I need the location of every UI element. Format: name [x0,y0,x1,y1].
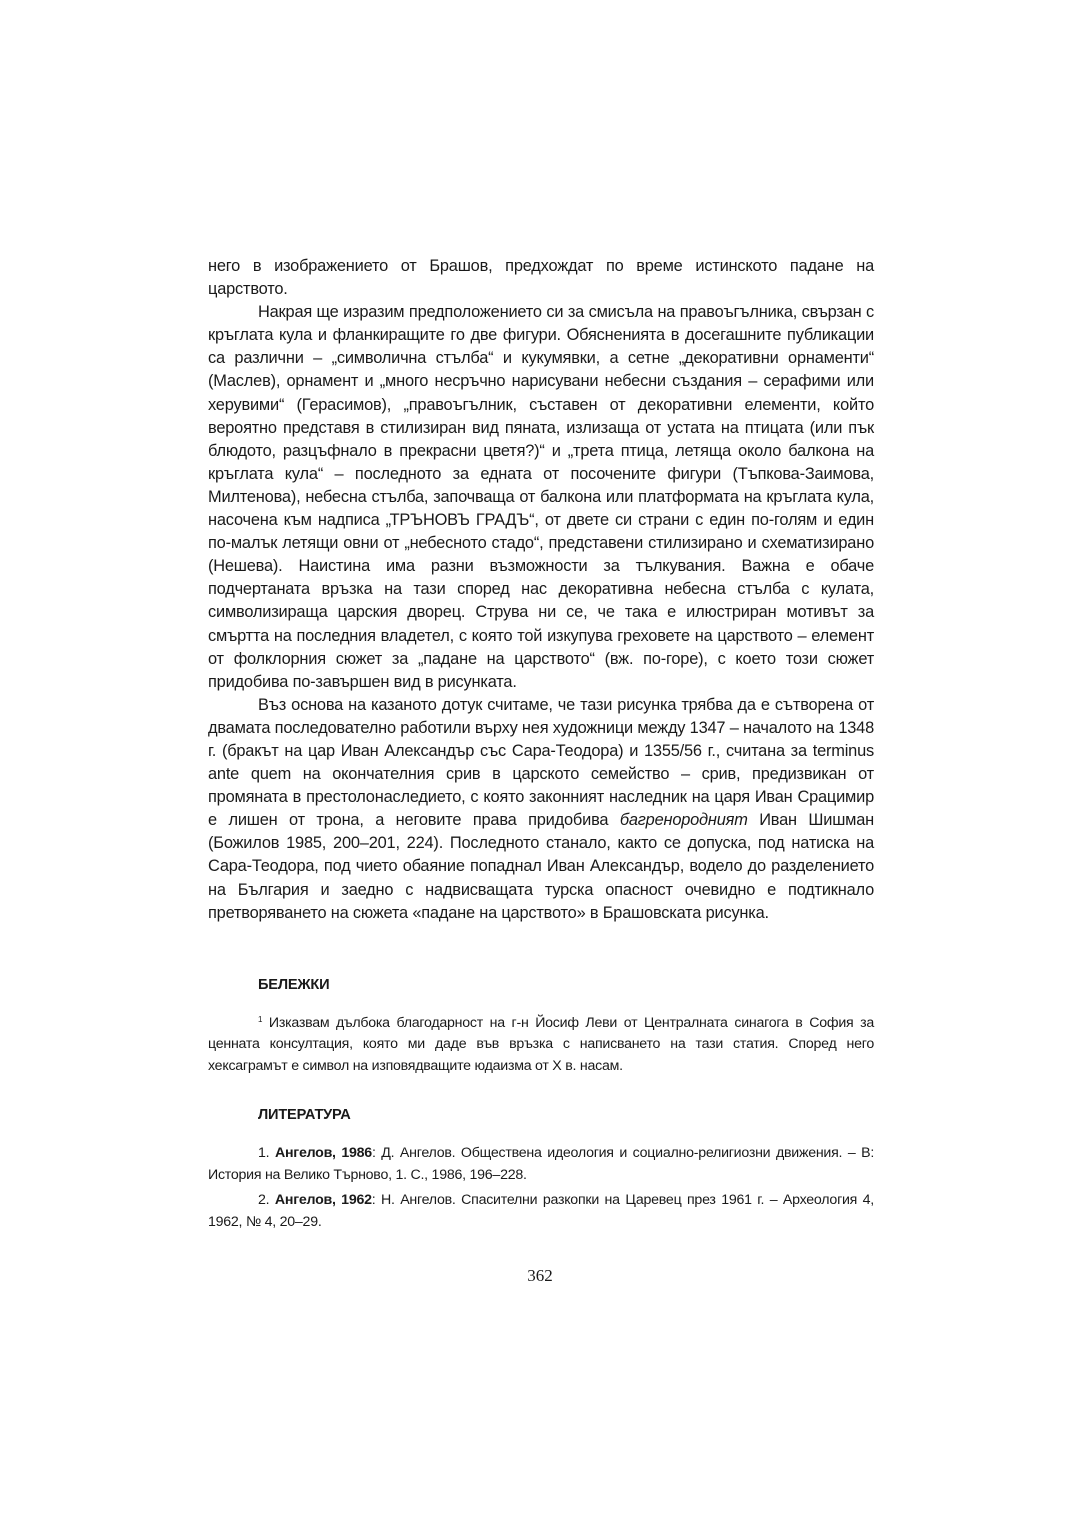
entry-text: : Д. Ангелов. Обществена идеология и социално-религиозни движения. – В: История на Велико Търново, 1. С., 1986, 196–228. [208,1145,875,1183]
notes-heading: БЕЛЕЖКИ [258,976,330,993]
paragraph-3 [208,694,874,925]
paragraph-2: Накрая ще изразим предположението си за смисъла на правоъгълника, свързан с кръглата кула и фланкиращите го две фигури. Обясненията в досегашните публикации са различни – „символична стълба“ и кукумявки, а сетне „декоративни орнаменти“ (Маслев), орнамент и „много несръчно нарисувани небесни създания – серафими или херувими“ (Герасимов), „правоъгълник, съставен от декоративни елементи, който вероятно представя в стилизиран вид пяната, излизаща от устата на птицата (или пък блюдото, разцъфнало в прекрасни цветя?)“ и „трета птица, летяща около балкона на кръглата кула“ – последното за едната от посочените фигури (Тъпкова-Заимова, Милтенова), небесна стълба, започваща от балкона или платформата на кръглата кула, насочена към надписа „ТРЪНОВЪ ГРАДЪ“, от двете си страни с един по-голям и един по-малък летящи овни от „небесното стадо“, представени стилизирано и схематизирано (Нешева). Наистина има разни възможности за тълкувания. Важна е обаче подчертаната връзка на тази според нас декоративна небесна стълба с кулата, символизираща царския дворец. Струва ни се, че така е илюстриран мотивът за смъртта на последния владетел, с която той изкупува греховете на царството – елемент от фолклорния сюжет за „падане на царството“ (вж. по-горе), с което този сюжет придобива по-завършен вид в рисунката. [208,303,874,691]
literature-entry [208,1143,874,1186]
paragraph-1: него в изображението от Брашов, предхождат по време истинското падане на царството. [208,257,874,299]
entry-author: Ангелов, 1962 [274,1192,372,1209]
literature-section [208,1143,874,1233]
paragraph-3-text-b: Иван Шишман (Божилов 1985, 200–201, 224). Последното станало, както се допуска, под натиска на Сара-Теодора, под чието обаяние попаднал Иван Александър, водело до разделението на България и заедно с надвисващата турска опасност очевидно е подтикнало претворяването на сюжета «падане на царството» в Брашовската рисунка. [208,811,874,922]
footnote-marker: 1 [258,1014,263,1024]
main-text [208,255,874,925]
literature-entry [208,1190,874,1233]
entry-number: 2. [258,1192,275,1209]
footnote-text: Изказвам дълбока благодарност на г-н Йосиф Леви от Централната синагога в София за ценната консултация, която ми даде във връзка с написването на тази статия. Според него хексаграмът е символ на изповядващите юдаизма от X в. насам. [208,1014,874,1074]
entry-author: Ангелов, 1986 [274,1145,372,1162]
notes-section [208,1013,874,1078]
page-content [208,255,874,1233]
literature-heading: ЛИТЕРАТУРА [258,1107,351,1124]
page-number: 362 [527,1266,553,1285]
entry-number: 1. [258,1145,275,1162]
paragraph-3-italic: багренородният [619,811,748,830]
paragraph-3-text-a: Въз основа на казаното дотук считаме, че тази рисунка трябва да е сътворена от двамата последователно работили върху нея художници между 1347 – началото на 1348 г. (бракът на цар Иван Александър със Сара-Теодора) и 1355/56 г., считана за terminus ante quem на окончателния срив в царското семейство – срив, предизвикан от промяната в престолонаследието, с която законният наследник на царя Иван Срацимир е лишен от трона, а неговите права придобива [208,695,874,830]
entry-text: : Н. Ангелов. Спасителни разкопки на Царевец през 1961 г. – Археология 4, 1962, № 4, 20–29. [208,1192,874,1230]
footnote-1 [208,1013,874,1078]
